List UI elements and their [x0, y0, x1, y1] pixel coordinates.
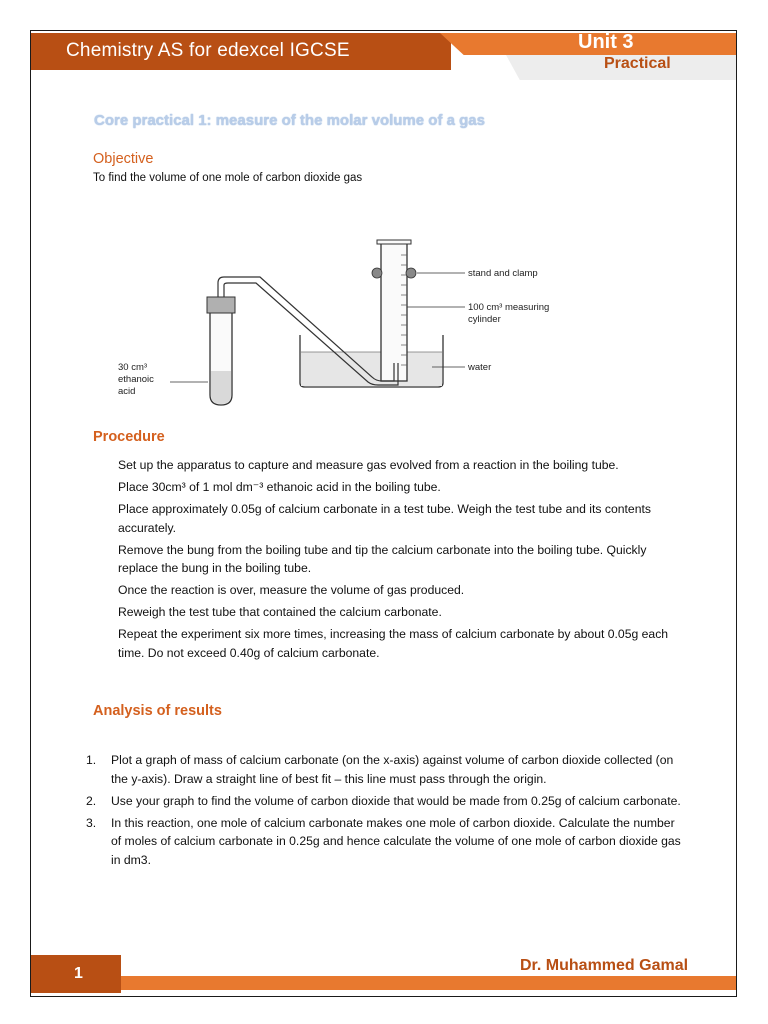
procedure-list — [118, 456, 678, 666]
procedure-step: Remove the bung from the boiling tube and tip the calcium carbonate into the boiling tube. Quickly replace the bung in the boiling tube. — [118, 542, 647, 575]
analysis-number: 2. — [86, 793, 97, 808]
label-acid-1: 30 cm³ — [118, 362, 148, 373]
water-fill — [301, 352, 442, 386]
objective-heading: Objective — [93, 151, 154, 167]
apparatus-diagram — [110, 235, 580, 415]
analysis-number: 3. — [86, 815, 97, 830]
analysis-text: Plot a graph of mass of calcium carbonate (on the x-axis) against volume of carbon dioxide collected (on the y-axis). Draw a straight line of best fit – this line must pass through the origin. — [111, 753, 674, 786]
analysis-text: In this reaction, one mole of calcium carbonate makes one mole of carbon dioxide. Calculate the number of moles of calcium carbonate in 0.25g and hence calculate the volume of one mole of carbon dioxide gas in dm3. — [111, 815, 681, 867]
procedure-step: Place 30cm³ of 1 mol dm⁻³ ethanoic acid in the boiling tube. — [118, 480, 441, 494]
author-name: Dr. Muhammed Gamal — [520, 957, 689, 974]
measuring-cylinder — [381, 243, 407, 381]
section-label: Practical — [604, 55, 671, 72]
analysis-list — [86, 751, 686, 873]
analysis-text: Use your graph to find the volume of carbon dioxide that would be made from 0.25g of calcium carbonate. — [111, 793, 681, 808]
analysis-heading: Analysis of results — [93, 703, 222, 719]
procedure-step: Set up the apparatus to capture and measure gas evolved from a reaction in the boiling tube. — [118, 458, 619, 472]
label-cylinder-2: cylinder — [468, 314, 501, 325]
procedure-step: Place approximately 0.05g of calcium carbonate in a test tube. Weigh the test tube and its contents accurately. — [118, 502, 651, 535]
label-water: water — [468, 362, 492, 373]
label-stand-clamp: stand and clamp — [468, 268, 538, 279]
analysis-item — [86, 751, 686, 788]
procedure-step: Once the reaction is over, measure the volume of gas produced. — [118, 583, 465, 597]
procedure-step: Repeat the experiment six more times, increasing the mass of calcium carbonate by about 0.05g each time. Do not exceed 0.40g of calcium carbonate. — [118, 627, 669, 660]
document-title: Chemistry AS for edexcel IGCSE — [66, 40, 350, 61]
acid-fill — [211, 371, 231, 404]
clamp-right — [406, 268, 416, 278]
analysis-number: 1. — [86, 753, 97, 767]
procedure-step: Reweigh the test tube that contained the calcium carbonate. — [118, 605, 442, 619]
label-acid-2: ethanoic — [118, 374, 154, 385]
label-acid-3: acid — [118, 386, 136, 397]
clamp-left — [372, 268, 382, 278]
practical-title: Core practical 1: measure of the molar volume of a gas — [94, 112, 485, 129]
analysis-item — [86, 792, 686, 811]
label-cylinder-1: 100 cm³ measuring — [468, 302, 550, 313]
objective-text: To find the volume of one mole of carbon dioxide gas — [93, 172, 363, 184]
unit-label: Unit 3 — [578, 31, 634, 53]
procedure-heading: Procedure — [93, 429, 165, 445]
analysis-item — [86, 814, 686, 870]
footer-line — [121, 976, 736, 990]
page-number: 1 — [74, 965, 83, 982]
bung — [207, 297, 235, 313]
